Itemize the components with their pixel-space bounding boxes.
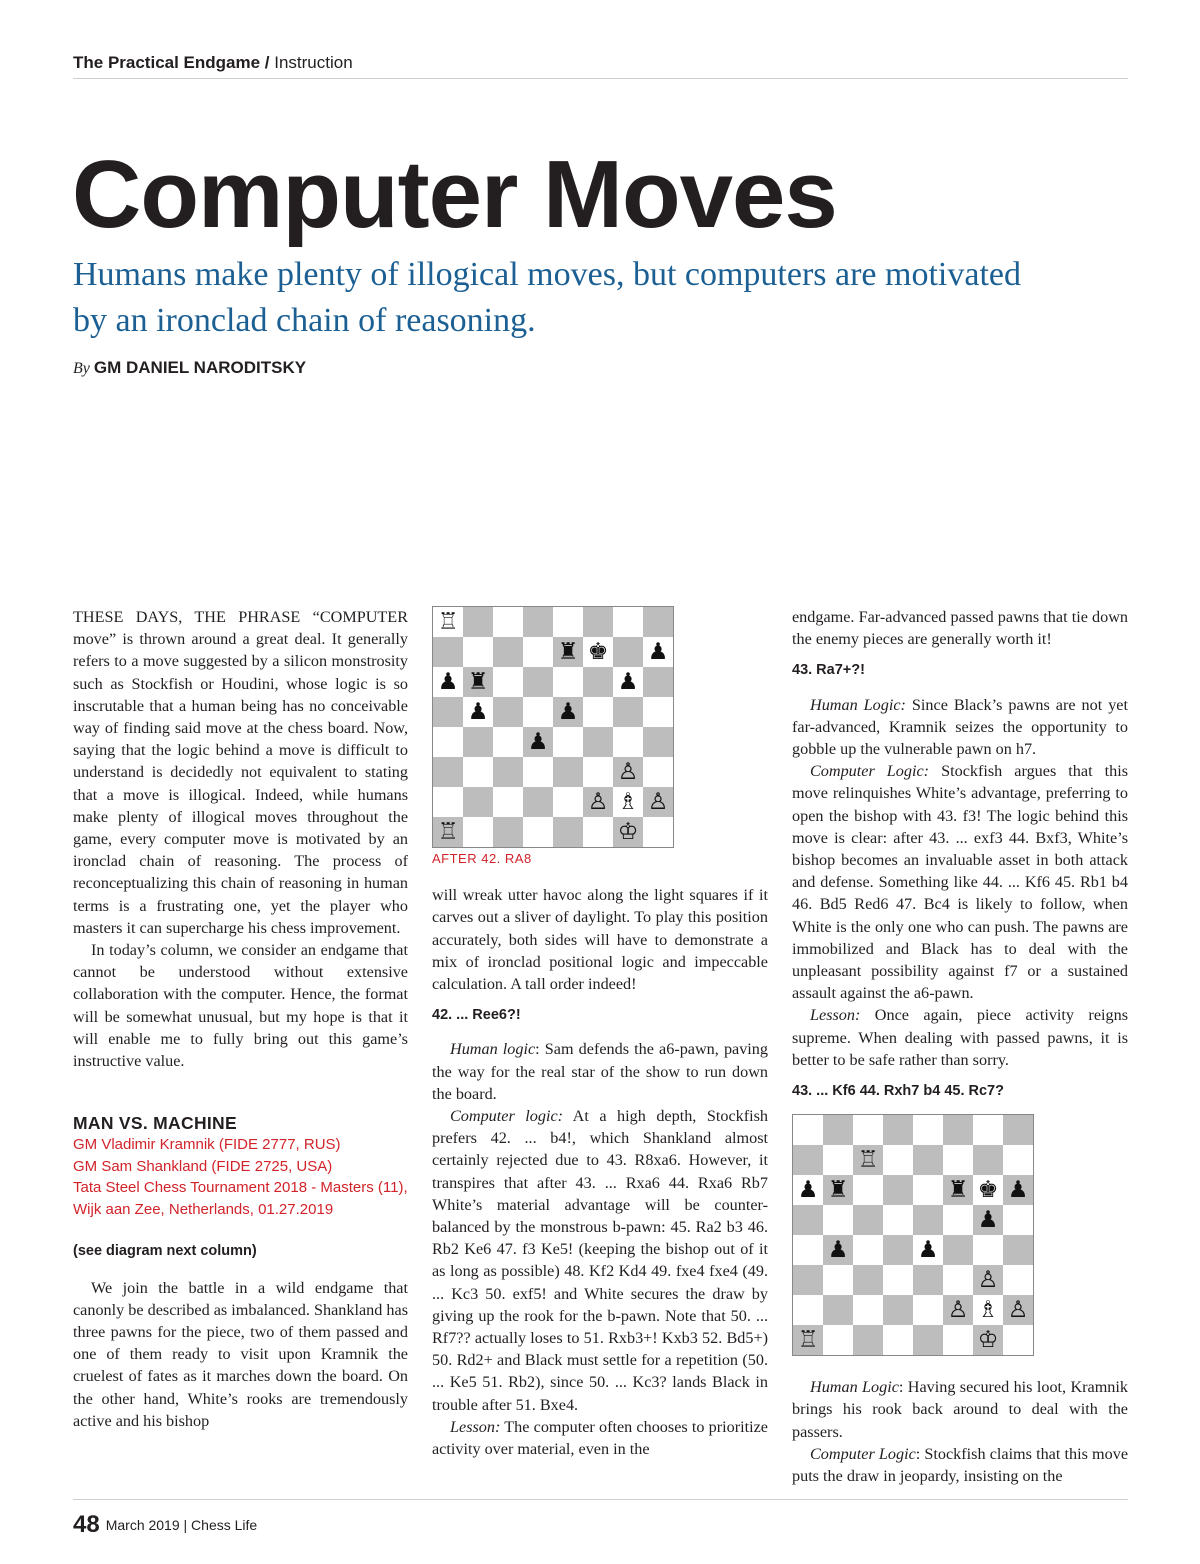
- lesson-paragraph: Lesson: Once again, piece activity reigns supreme. When dealing with passed pawns, it is better to be safe rather than sorry.: [792, 1006, 1128, 1069]
- board-square: [583, 607, 613, 637]
- lesson-label: Lesson:: [450, 1417, 501, 1436]
- board-square: [583, 727, 613, 757]
- board-square: [793, 1205, 823, 1235]
- board-square: [883, 1175, 913, 1205]
- board-square: [523, 757, 553, 787]
- game-info-event: Tata Steel Chess Tournament 2018 - Masters (11), Wijk aan Zee, Netherlands, 01.27.2019: [73, 1179, 408, 1218]
- board-square: [493, 637, 523, 667]
- board-square: [643, 607, 673, 637]
- piece-bR: ♜: [463, 667, 493, 697]
- board-square: [1003, 1115, 1033, 1145]
- piece-bP: ♟: [973, 1205, 1003, 1235]
- board-square: [643, 757, 673, 787]
- board-square: [823, 1295, 853, 1325]
- piece-wR: ♖: [793, 1325, 823, 1355]
- board-square: [463, 787, 493, 817]
- board-square: [913, 1265, 943, 1295]
- move-heading: 43. Ra7+?!: [792, 662, 865, 679]
- human-logic-paragraph: Human Logic: Having secured his loot, Kramnik brings his rook back around to deal with the passers.: [792, 1378, 1128, 1441]
- board-square: [583, 757, 613, 787]
- board-square: [553, 607, 583, 637]
- board-square: [553, 757, 583, 787]
- piece-wK: ♔: [613, 817, 643, 847]
- move-heading: 42. ... Ree6?!: [432, 1007, 521, 1024]
- board-square: [523, 667, 553, 697]
- running-header: [73, 52, 1128, 79]
- board-square: [433, 727, 463, 757]
- board-square: [943, 1145, 973, 1175]
- board-square: [523, 787, 553, 817]
- human-logic-paragraph: Human Logic: Since Black’s pawns are not yet far-advanced, Kramnik seizes the opportunity to gobble up the vulnerable pawn on h7.: [792, 695, 1128, 759]
- board-square: [643, 667, 673, 697]
- board-square: [493, 667, 523, 697]
- lesson-paragraph: Lesson: The computer often chooses to prioritize activity over material, even in the: [432, 1417, 768, 1459]
- page-footer: [73, 1499, 1128, 1539]
- piece-wP: ♙: [643, 787, 673, 817]
- board-square: [553, 727, 583, 757]
- article-subtitle: Humans make plenty of illogical moves, but computers are motivated by an ironclad chain of reasoning.: [73, 256, 1021, 339]
- piece-wR: ♖: [853, 1145, 883, 1175]
- board-square: [973, 1115, 1003, 1145]
- board-square: [1003, 1325, 1033, 1355]
- board-square: [883, 1115, 913, 1145]
- board-square: [973, 1235, 1003, 1265]
- board-square: [613, 727, 643, 757]
- human-logic-label: Human Logic: [810, 1378, 899, 1397]
- piece-wP: ♙: [943, 1295, 973, 1325]
- board-square: [943, 1235, 973, 1265]
- board-square: [493, 757, 523, 787]
- lesson-label: Lesson:: [810, 1006, 861, 1025]
- piece-bP: ♟: [793, 1175, 823, 1205]
- byline-prefix: By: [73, 360, 90, 377]
- piece-wB: ♗: [973, 1295, 1003, 1325]
- board-square: [553, 817, 583, 847]
- paragraph: will wreak utter havoc along the light squares if it carves out a sliver of daylight. To play this position accurately, both sides will have to demonstrate a mix of ironclad positional logic and impeccable calculation. A tall order indeed!: [432, 886, 768, 994]
- section-heading: MAN VS. MACHINE: [73, 1113, 237, 1134]
- human-logic-label: Human Logic:: [810, 695, 906, 714]
- board-square: [613, 697, 643, 727]
- board-square: [463, 607, 493, 637]
- board-square: [913, 1295, 943, 1325]
- board-square: [1003, 1205, 1033, 1235]
- piece-bP: ♟: [643, 637, 673, 667]
- piece-wB: ♗: [613, 787, 643, 817]
- computer-logic-paragraph: Computer Logic: Stockfish argues that this move relinquishes White’s advantage, preferring to open the bishop with 43. f3! The logic behind this move is clear: after 43. ... exf3 44. Bxf3, White’s bishop becomes an invaluable asset in both attack and defense. Something like 44. ... Kf6 45. Rb1 b4 46. Bd5 Red6 47. Bc4 is likely to follow, when White is the only one who can push. The pawns are immobilized and Black has to deal with the unpleasant possibility against f7 or a sustained assault against the a6-pawn.: [792, 762, 1128, 1003]
- board-square: [463, 637, 493, 667]
- board-square: [913, 1175, 943, 1205]
- board-square: [943, 1325, 973, 1355]
- board-square: [1003, 1235, 1033, 1265]
- piece-bP: ♟: [613, 667, 643, 697]
- piece-bP: ♟: [523, 727, 553, 757]
- piece-bP: ♟: [433, 667, 463, 697]
- piece-bR: ♜: [823, 1175, 853, 1205]
- board-square: [493, 697, 523, 727]
- column-2: [432, 606, 768, 1460]
- computer-logic-label: Computer Logic:: [810, 762, 930, 781]
- board-square: [583, 697, 613, 727]
- board-square: [793, 1265, 823, 1295]
- board-square: [883, 1235, 913, 1265]
- paragraph: In today’s column, we consider an endgame that cannot be understood without extensive collaboration with the computer. Hence, the format will be somewhat unusual, but my hope is that it will enable me to fully bring out this game’s instructive value.: [73, 941, 408, 1071]
- piece-bP: ♟: [823, 1235, 853, 1265]
- board-square: [853, 1175, 883, 1205]
- byline: [73, 357, 306, 380]
- section-name: The Practical Endgame: [73, 53, 261, 72]
- board-square: [823, 1265, 853, 1295]
- board-square: [433, 637, 463, 667]
- board-square: [853, 1325, 883, 1355]
- author-name: GM DANIEL NARODITSKY: [93, 358, 307, 377]
- board-square: [793, 1115, 823, 1145]
- category-name: Instruction: [274, 53, 353, 72]
- piece-bP: ♟: [463, 697, 493, 727]
- board-square: [553, 667, 583, 697]
- piece-wK: ♚: [583, 637, 613, 667]
- paragraph: endgame. Far-advanced passed pawns that tie down the enemy pieces are generally worth it!: [792, 608, 1128, 649]
- board-square: [463, 757, 493, 787]
- board-square: [853, 1115, 883, 1145]
- board-square: [1003, 1145, 1033, 1175]
- piece-wR: ♖: [433, 607, 463, 637]
- board-square: [583, 667, 613, 697]
- paragraph: We join the battle in a wild endgame that canonly be described as imbalanced. Shankland has three pawns for the piece, two of them passed and one of them ready to visit upon Kramnik the cruelest of fates as it marches down the board. On the other hand, White’s rooks are tremendously active and his bishop: [73, 1278, 408, 1430]
- board-square: [793, 1145, 823, 1175]
- board-square: [823, 1205, 853, 1235]
- board-square: [1003, 1265, 1033, 1295]
- board-square: [883, 1295, 913, 1325]
- board-square: [433, 757, 463, 787]
- board-square: [613, 637, 643, 667]
- piece-wP: ♙: [1003, 1295, 1033, 1325]
- piece-wR: ♖: [433, 817, 463, 847]
- board-square: [853, 1295, 883, 1325]
- piece-bR: ♜: [553, 637, 583, 667]
- computer-logic-paragraph: Computer Logic: Stockfish claims that this move puts the draw in jeopardy, insisting on the: [792, 1444, 1128, 1486]
- board-square: [793, 1295, 823, 1325]
- board-square: [883, 1145, 913, 1175]
- computer-logic-label: Computer logic:: [450, 1107, 564, 1126]
- board-square: [973, 1145, 1003, 1175]
- board-square: [463, 817, 493, 847]
- board-square: [613, 607, 643, 637]
- piece-bP: ♟: [913, 1235, 943, 1265]
- human-logic-paragraph: Human logic: Sam defends the a6-pawn, paving the way for the real star of the show to run down the board.: [432, 1040, 768, 1103]
- board-square: [463, 727, 493, 757]
- article-title: Computer Moves: [72, 141, 837, 248]
- human-logic-label: Human logic: [450, 1040, 536, 1059]
- board-square: [913, 1205, 943, 1235]
- piece-bK: ♚: [973, 1175, 1003, 1205]
- board-square: [523, 637, 553, 667]
- header-separator: /: [260, 53, 275, 72]
- game-info-white: GM Vladimir Kramnik (FIDE 2777, RUS): [73, 1136, 341, 1154]
- board-square: [823, 1145, 853, 1175]
- chess-diagram-after-42-ra8: [432, 606, 674, 848]
- computer-logic-paragraph: Computer logic: At a high depth, Stockfish prefers 42. ... b4!, which Shankland almost certainly rejected due to 43. R8xa6. However, it transpires that after 43. ... Rxa6 44. Rxa6 Rb7 White’s material advantage will be counter-balanced by the monstrous b-pawn: 45. Ra2 b3 46. Rb2 Ke6 47. f3 Ke5! (keeping the bishop out of it as long as possible) 48. Kf2 Kd4 49. fxe4 fxe4 (49. ... Kc3 50. exf5! and White secures the draw by giving up the rook for the b-pawn. Note that 50. ... Rf7?? actually loses to 51. Rxb3+! Kxb3 52. Bd5+) 50. Rd2+ and Black must settle for a repetition (50. ... Ke5 51. Rb2), since 50. ... Kc3? lands Black in trouble after 51. Bxe4.: [432, 1107, 769, 1414]
- board-square: [883, 1325, 913, 1355]
- board-square: [493, 607, 523, 637]
- intro-paragraph: THESE DAYS, THE PHRASE “COMPUTER move” is thrown around a great deal. It generally refers to a move suggested by a silicon monstrosity such as Stockfish or Houdini, whose logic is so inscrutable that a human being has no conceivable way of finding said move at the chess board. Now, saying that the logic behind a move is difficult to understand is decidedly not equivalent to stating that a move is illogical. Indeed, while humans make plenty of illogical moves throughout the game, every computer move is motivated by an ironclad chain of reasoning. The process of reconceptualizing this chain of reasoning in human terms is a frustrating one, yet the player who masters it can supercharge his chess improvement.: [73, 608, 408, 937]
- board-square: [433, 697, 463, 727]
- board-square: [853, 1265, 883, 1295]
- board-square: [553, 787, 583, 817]
- piece-bP: ♟: [553, 697, 583, 727]
- board-square: [883, 1205, 913, 1235]
- board-square: [853, 1205, 883, 1235]
- chess-diagram-after-45-rc7: [792, 1114, 1034, 1356]
- board-square: [643, 697, 673, 727]
- board-square: [943, 1205, 973, 1235]
- board-square: [583, 817, 613, 847]
- board-square: [883, 1265, 913, 1295]
- diagram-caption: AFTER 42. RA8: [432, 851, 532, 866]
- board-square: [823, 1115, 853, 1145]
- issue-info: March 2019 | Chess Life: [105, 1517, 258, 1533]
- board-square: [493, 787, 523, 817]
- board-square: [913, 1145, 943, 1175]
- board-square: [523, 697, 553, 727]
- board-square: [523, 817, 553, 847]
- board-square: [913, 1325, 943, 1355]
- board-square: [493, 817, 523, 847]
- game-info-black: GM Sam Shankland (FIDE 2725, USA): [73, 1157, 333, 1175]
- piece-bR: ♜: [943, 1175, 973, 1205]
- board-square: [823, 1325, 853, 1355]
- board-square: [853, 1235, 883, 1265]
- piece-wP: ♙: [973, 1265, 1003, 1295]
- board-square: [643, 817, 673, 847]
- board-square: [523, 607, 553, 637]
- piece-bP: ♟: [1003, 1175, 1033, 1205]
- piece-wK: ♔: [973, 1325, 1003, 1355]
- piece-wP: ♙: [613, 757, 643, 787]
- computer-logic-label: Computer Logic: [810, 1444, 916, 1463]
- board-square: [643, 727, 673, 757]
- board-square: [433, 787, 463, 817]
- diagram-note: (see diagram next column): [73, 1243, 257, 1260]
- board-square: [913, 1115, 943, 1145]
- board-square: [493, 727, 523, 757]
- board-square: [943, 1115, 973, 1145]
- board-square: [793, 1235, 823, 1265]
- piece-wP: ♙: [583, 787, 613, 817]
- column-3: [792, 606, 1128, 1487]
- board-square: [943, 1265, 973, 1295]
- move-heading: 43. ... Kf6 44. Rxh7 b4 45. Rc7?: [792, 1083, 1004, 1100]
- page-number: 48: [73, 1511, 100, 1538]
- column-1: [73, 606, 408, 1432]
